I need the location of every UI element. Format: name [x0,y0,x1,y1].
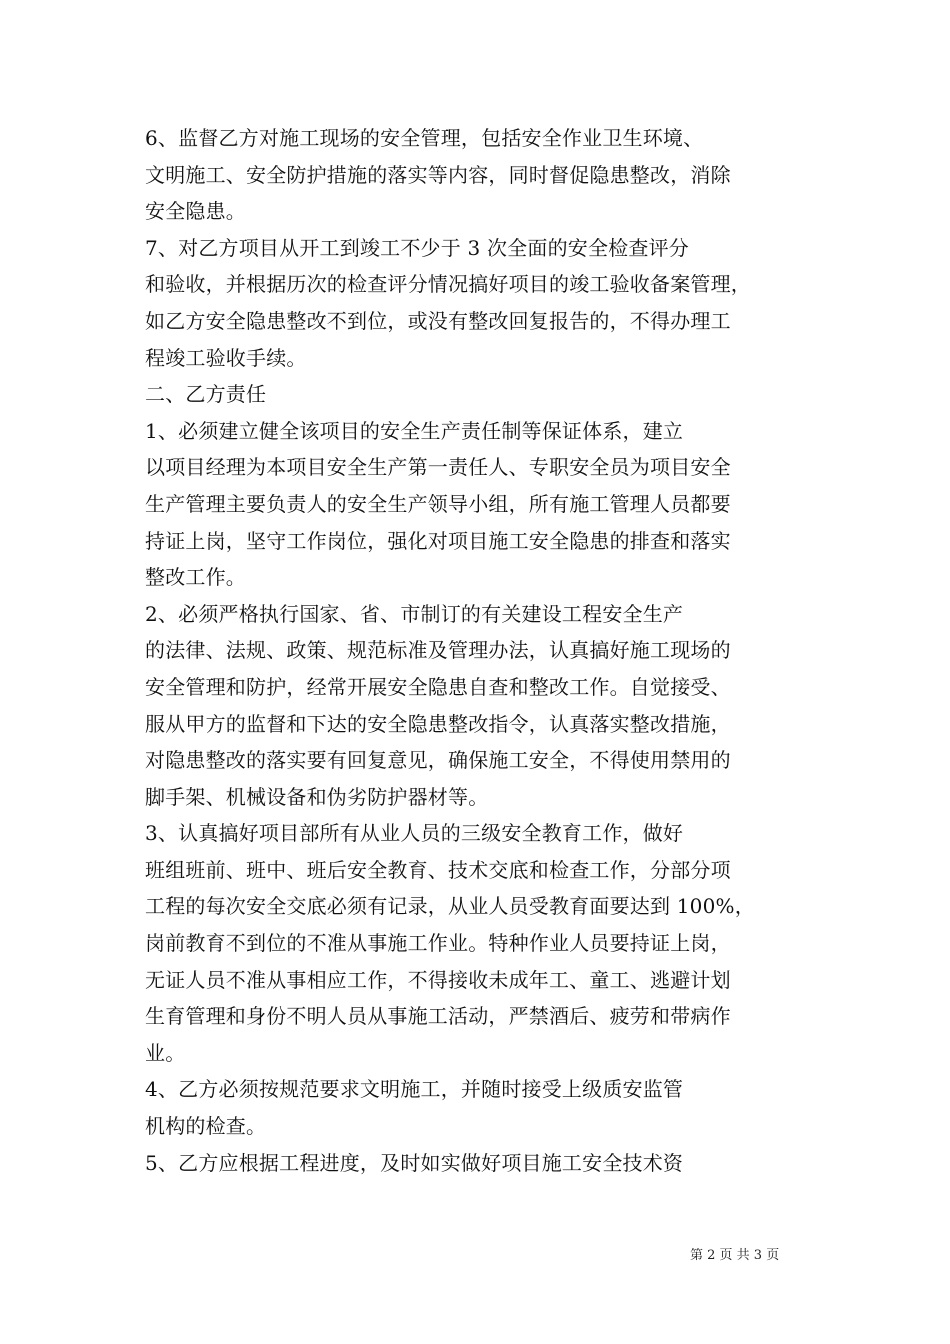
text-line: 程竣工验收手续。 [145,345,307,370]
text-line: 2、必须严格执行国家、省、市制订的有关建设工程安全生产 [145,601,684,626]
document-body [145,120,810,1181]
text-line: 7、对乙方项目从开工到竣工不少于 3 次全面的安全检查评分 [145,235,689,260]
text-line: 6、监督乙方对施工现场的安全管理，包括安全作业卫生环境、 [145,126,704,150]
text-line: 文明施工、安全防护措施的落实等内容，同时督促隐患整改，消除 [145,162,731,187]
text-line: 4、乙方必须按规范要求文明施工，并随时接受上级质安监管 [145,1077,684,1102]
text-line: 和验收，并根据历次的检查评分情况搞好项目的竣工验收备案管理， [145,272,751,297]
text-line: 生育管理和身份不明人员从事施工活动，严禁酒后、疲劳和带病作 [145,1004,731,1029]
page-number: 第 2 页 共 3 页 [690,1248,780,1263]
text-line: 5、乙方应根据工程进度，及时如实做好项目施工安全技术资 [145,1150,684,1175]
text-line: 服从甲方的监督和下达的安全隐患整改指令，认真落实整改措施， [145,711,731,736]
text-line: 1、必须建立健全该项目的安全生产责任制等保证体系，建立 [145,418,684,443]
text-line: 班组班前、班中、班后安全教育、技术交底和检查工作，分部分项 [145,857,731,882]
text-line: 对隐患整改的落实要有回复意见，确保施工安全，不得使用禁用的 [145,748,731,773]
text-line: 如乙方安全隐患整改不到位，或没有整改回复报告的，不得办理工 [145,308,731,333]
text-line: 无证人员不准从事相应工作，不得接收未成年工、童工、逃避计划 [145,967,731,992]
text-line: 岗前教育不到位的不准从事施工作业。特种作业人员要持证上岗， [145,931,731,956]
text-line: 整改工作。 [145,565,246,590]
text-line: 脚手架、机械设备和伪劣防护器材等。 [145,784,489,809]
text-line: 机构的检查。 [145,1114,267,1139]
section-heading: 二、乙方责任 [145,382,267,407]
text-line: 以项目经理为本项目安全生产第一责任人、专职安全员为项目安全 [145,455,731,480]
text-line: 安全隐患。 [145,199,246,224]
text-line: 工程的每次安全交底必须有记录，从业人员受教育面要达到 100%， [145,894,755,919]
text-line: 持证上岗，坚守工作岗位，强化对项目施工安全隐患的排查和落实 [145,528,731,553]
text-line: 业。 [145,1040,186,1065]
text-line: 安全管理和防护，经常开展安全隐患自查和整改工作。自觉接受、 [145,674,731,699]
text-line: 的法律、法规、政策、规范标准及管理办法，认真搞好施工现场的 [145,638,731,663]
text-line: 3、认真搞好项目部所有从业人员的三级安全教育工作，做好 [145,821,684,846]
text-line: 生产管理主要负责人的安全生产领导小组，所有施工管理人员都要 [145,491,731,516]
